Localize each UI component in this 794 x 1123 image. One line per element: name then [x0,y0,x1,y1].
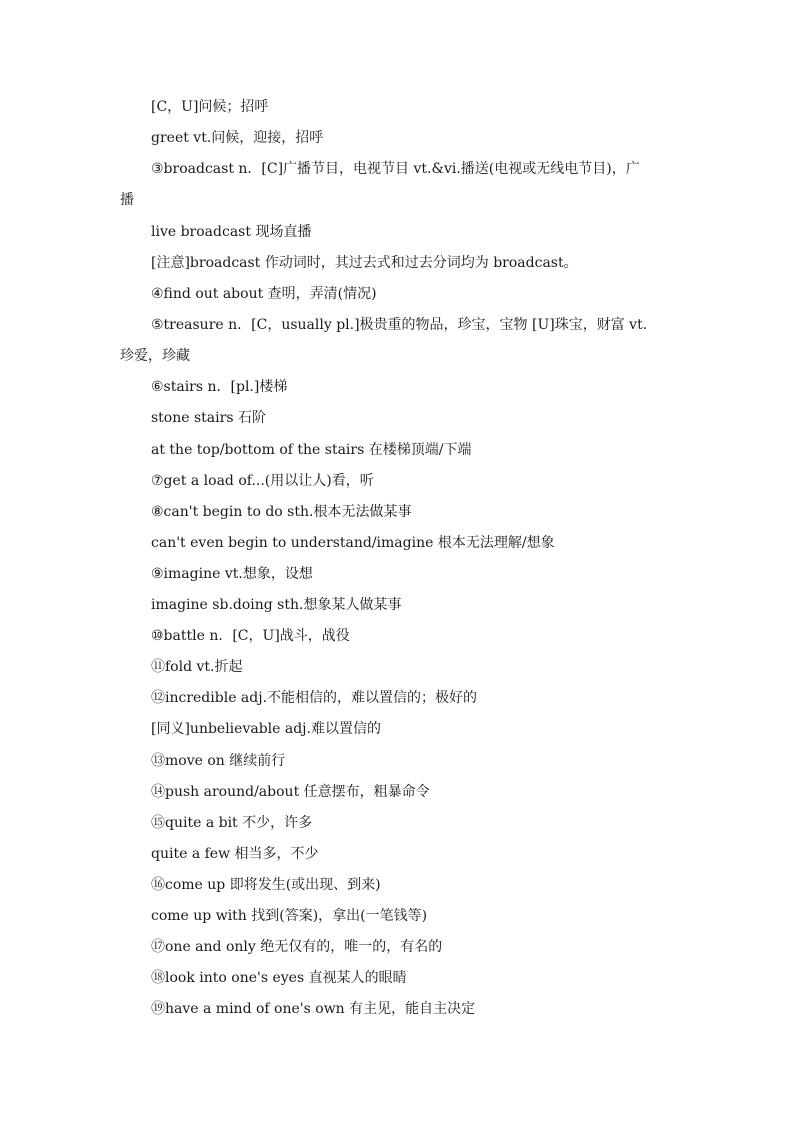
text-line: live broadcast 现场直播 [151,224,312,240]
text-line: ③broadcast n．[C]广播节目，电视节目 vt.&vi.播送(电视或无线电节目)，广 [151,161,640,177]
text-line: ⑰one and only 绝无仅有的，唯一的，有名的 [151,939,443,955]
text-line: [同义]unbelievable adj.难以置信的 [151,721,381,737]
text-line: ⑮quite a bit 不少，许多 [151,815,313,831]
text-line: 珍爱，珍藏 [120,348,190,364]
text-line: ⑲have a mind of one's own 有主见，能自主决定 [151,1001,476,1017]
text-line: ⑭push around/about 任意摆布，粗暴命令 [151,784,430,800]
text-line: come up with 找到(答案)，拿出(一笔钱等) [151,908,428,924]
text-line: can't even begin to understand/imagine 根本无法理解/想象 [151,535,555,551]
text-line: ⑦get a load of...(用以让人)看，听 [151,473,374,489]
text-line: [注意]broadcast 作动词时，其过去式和过去分词均为 broadcast。 [151,255,578,271]
text-line: quite a few 相当多，不少 [151,846,319,862]
text-line: [C，U]问候；招呼 [151,99,269,115]
text-line: ⑪fold vt.折起 [151,659,243,675]
text-line: ⑫incredible adj.不能相信的，难以置信的；极好的 [151,690,478,706]
text-line: ④find out about 查明，弄清(情况) [151,286,377,302]
text-line: ⑩battle n．[C，U]战斗，战役 [151,628,350,644]
text-line: imagine sb.doing sth.想象某人做某事 [151,597,402,613]
text-line: ⑨imagine vt.想象，设想 [151,566,313,582]
text-line: greet vt.问候，迎接，招呼 [151,130,324,146]
text-line: 播 [120,192,134,208]
text-line: ⑧can't begin to do sth.根本无法做某事 [151,504,412,520]
text-line: ⑱look into one's eyes 直视某人的眼睛 [151,970,407,986]
text-line: ⑤treasure n．[C，usually pl.]极贵重的物品，珍宝，宝物 [U]珠宝，财富 vt. [151,317,648,333]
text-line: stone stairs 石阶 [151,410,266,426]
text-line: ⑬move on 继续前行 [151,753,286,769]
text-line: ⑯come up 即将发生(或出现、到来) [151,877,381,893]
text-line: ⑥stairs n．[pl.]楼梯 [151,379,288,395]
text-line: at the top/bottom of the stairs 在楼梯顶端/下端 [151,442,472,458]
